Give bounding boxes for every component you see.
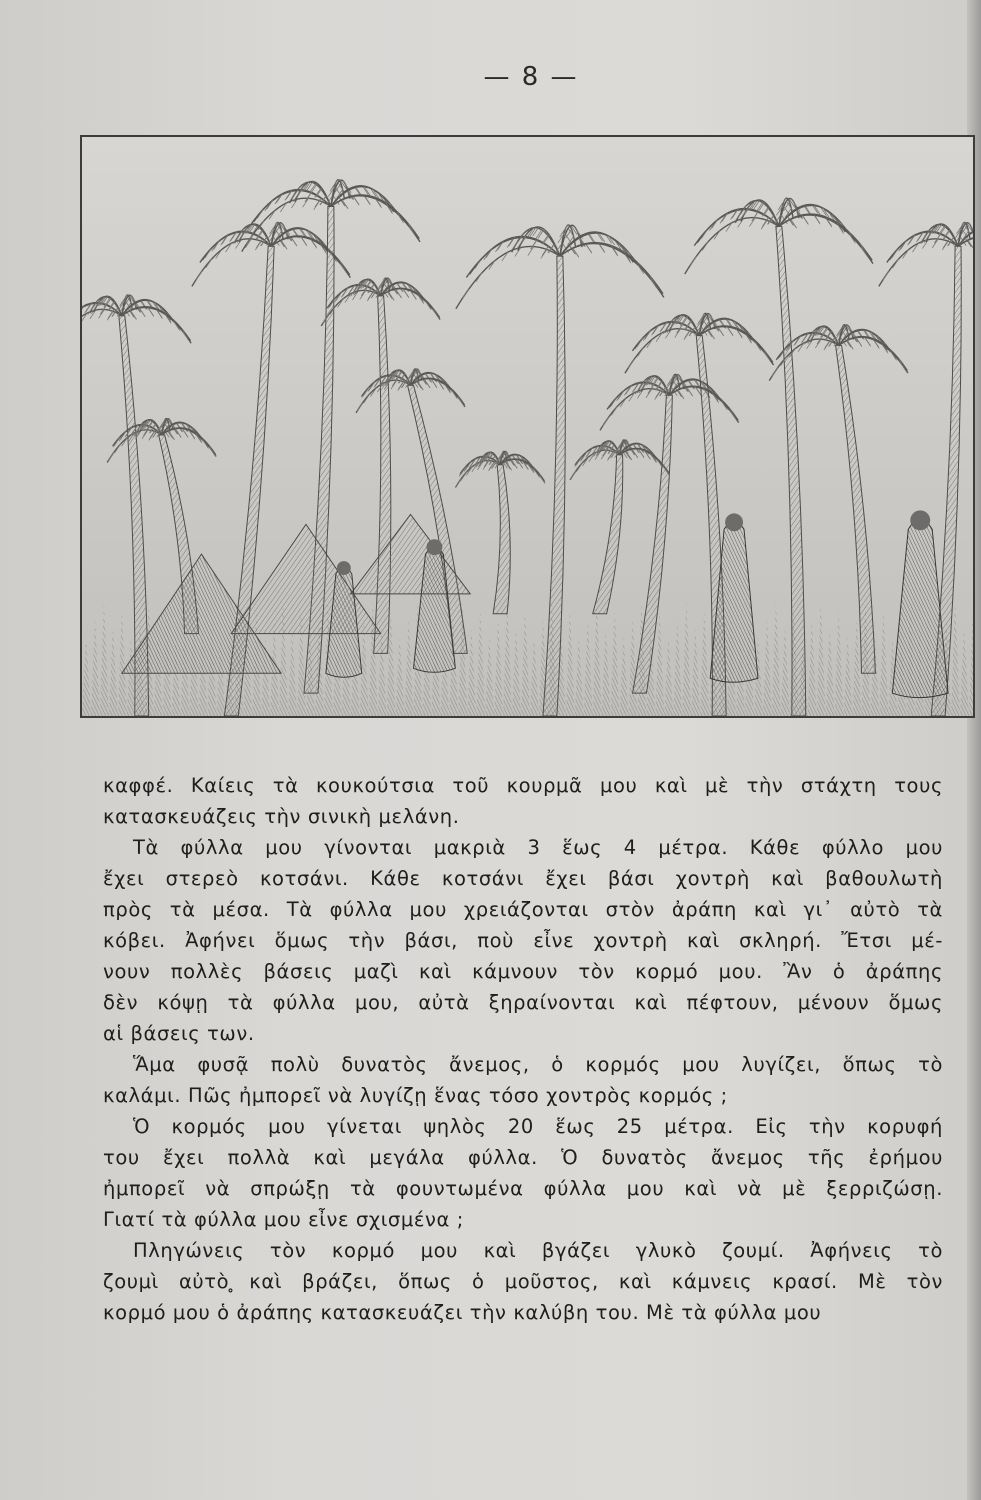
text-line: κορμό μου ὁ ἀράπης κατασκευάζει τὴν καλύβη του. Μὲ τὰ φύλλα μου: [103, 1301, 822, 1324]
text-line: Ὁ κορμός μου γίνεται ψηλὸς 20 ἕως 25 μέτρα. Εἰς τὴν κορυφή: [133, 1115, 943, 1138]
text-line: καφφέ. Καίεις τὰ κουκούτσια τοῦ κουρμᾶ μου καὶ μὲ τὴν στάχτη τους: [103, 774, 943, 797]
text-line: ἠμπορεῖ νὰ σπρώξῃ τὰ φουντωμένα φύλλα μου καὶ νὰ μὲ ξερριζώσῃ.: [103, 1177, 943, 1200]
paragraph: [103, 1111, 943, 1235]
text-line: Γιατί τὰ φύλλα μου εἶνε σχισμένα ;: [103, 1208, 464, 1231]
text-line: Τὰ φύλλα μου γίνονται μακριὰ 3 ἕως 4 μέτρα. Κάθε φύλλο μου: [133, 836, 943, 859]
paragraph: [103, 832, 943, 1049]
text-line: Πληγώνεις τὸν κορμό μου καὶ βγάζει γλυκὸ ζουμί. Ἀφήνεις τὸ: [133, 1239, 943, 1262]
text-line: ἔχει στερεὸ κοτσάνι. Κάθε κοτσάνι ἔχει βάσι χοντρὴ καὶ βαθουλωτὴ: [103, 867, 943, 890]
text-line: καλάμι. Πῶς ἠμπορεῖ νὰ λυγίζῃ ἕνας τόσο χοντρὸς κορμός ;: [103, 1084, 728, 1107]
text-line: νουν πολλὲς βάσεις μαζὶ καὶ κάμνουν τὸν κορμό μου. Ἂν ὁ ἀράπης: [103, 960, 943, 983]
paragraph: [103, 1235, 943, 1328]
text-line: αἱ βάσεις των.: [103, 1022, 255, 1045]
text-line: Ἅμα φυσᾷ πολὺ δυνατὸς ἄνεμος, ὁ κορμός μου λυγίζει, ὅπως τὸ: [133, 1053, 943, 1076]
text-line: κόβει. Ἀφήνει ὅμως τὴν βάσι, ποὺ εἶνε χοντρὴ καὶ σκληρή. Ἔτσι μέ-: [103, 929, 943, 952]
palm-grove-drawing: [82, 137, 973, 716]
text-line: του ἔχει πολλὰ καὶ μεγάλα φύλλα. Ὁ δυνατὸς ἄνεμος τῆς ἐρήμου: [103, 1146, 943, 1169]
paragraph: [103, 770, 943, 832]
text-line: ζουμὶ αὐτὸ ̥καὶ βράζει, ὅπως ὁ μοῦστος, καὶ κάμνεις κρασί. Μὲ τὸν: [103, 1270, 943, 1293]
paragraph: [103, 1049, 943, 1111]
text-line: πρὸς τὰ μέσα. Τὰ φύλλα μου χρειάζονται στὸν ἀράπη καὶ γι᾿ αὐτὸ τὰ: [103, 898, 943, 921]
palm-grove-illustration: [80, 135, 975, 718]
page-number: — 8 —: [483, 62, 579, 92]
text-line: κατασκευάζεις τὴν σινικὴ μελάνη.: [103, 805, 460, 828]
text-line: δὲν κόψῃ τὰ φύλλα μου, αὐτὰ ξηραίνονται καὶ πέφτουν, μένουν ὅμως: [103, 991, 943, 1014]
body-text: [103, 770, 943, 1328]
